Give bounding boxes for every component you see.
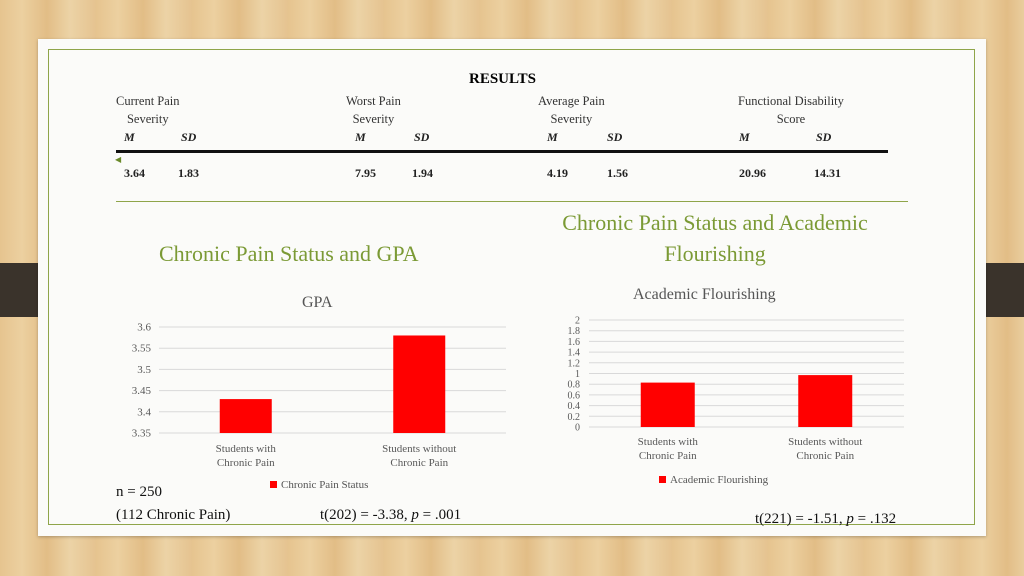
gpa-p-value: = .001	[418, 507, 462, 523]
measure-label-line2: Severity	[550, 112, 593, 126]
x-category-label-line: Students with	[637, 436, 698, 448]
measure-label-line2: Score	[776, 112, 806, 126]
measure-average-pain-header	[538, 92, 605, 128]
bar-1	[641, 383, 695, 427]
af-chart-title: Academic Flourishing	[633, 286, 776, 303]
af-legend	[659, 474, 768, 486]
bar-2	[798, 375, 852, 427]
x-category-label-line: Chronic Pain	[216, 457, 275, 469]
measure-functional-disability-header	[738, 92, 844, 128]
gpa-t-test	[320, 507, 461, 524]
af-chart	[514, 315, 914, 467]
slide	[38, 39, 986, 536]
af-t-value: t(221) = -1.51,	[755, 511, 843, 527]
y-tick-label: 1	[575, 369, 580, 380]
gpa-legend-label: Chronic Pain Status	[281, 479, 369, 491]
gpa-t-value: t(202) = -3.38,	[320, 507, 408, 523]
m-label: M	[124, 130, 135, 144]
y-tick-label: 3.35	[131, 427, 151, 440]
measure-label-line2: Severity	[126, 112, 169, 126]
y-tick-label: 2	[575, 315, 580, 327]
y-tick-label: 3.5	[137, 363, 151, 376]
measure-label-line1: Functional Disability	[738, 94, 844, 108]
y-tick-label: 1.6	[567, 336, 580, 348]
y-tick-label: 3.55	[131, 342, 151, 355]
measure-current-pain-header	[116, 92, 180, 128]
x-category-label-line: Students without	[382, 443, 457, 455]
gpa-chart	[116, 315, 516, 475]
measure-label-line1: Worst Pain	[346, 94, 401, 108]
y-tick-label: 0	[575, 422, 580, 434]
gpa-legend	[270, 479, 368, 491]
rule-marker-icon: ◀	[115, 155, 122, 164]
y-tick-label: 1.2	[567, 358, 580, 370]
x-category-label-line: Chronic Pain	[638, 450, 697, 462]
legend-swatch	[270, 481, 277, 488]
average-pain-mean: 4.19	[547, 166, 568, 180]
y-tick-label: 0.6	[567, 390, 580, 402]
x-category-label	[382, 443, 456, 469]
table-rule	[116, 150, 888, 153]
af-title-line2: Flourishing	[664, 241, 766, 266]
gpa-section-title: Chronic Pain Status and GPA	[159, 241, 419, 266]
functional-disability-mean: 20.96	[739, 166, 766, 180]
x-category-label-line: Students without	[788, 436, 863, 448]
sd-label: SD	[607, 130, 623, 144]
sd-label: SD	[181, 130, 197, 144]
m-label: M	[739, 130, 750, 144]
measure-label-line1: Average Pain	[538, 94, 605, 108]
y-tick-label: 0.8	[567, 379, 580, 391]
measure-label-line2: Severity	[352, 112, 395, 126]
gpa-p-label: p	[411, 507, 419, 523]
x-category-label-line: Chronic Pain	[796, 450, 855, 462]
x-category-label	[788, 436, 862, 462]
worst-pain-mean: 7.95	[355, 166, 376, 180]
y-tick-label: 3.6	[137, 321, 151, 334]
y-tick-label: 0.4	[567, 401, 580, 413]
y-tick-label: 0.2	[567, 411, 580, 423]
sd-label: SD	[816, 130, 832, 144]
worst-pain-sd: 1.94	[412, 166, 433, 180]
af-legend-label: Academic Flourishing	[670, 474, 769, 486]
results-title: RESULTS	[469, 71, 536, 87]
af-title-line1: Chronic Pain Status and Academic	[562, 210, 868, 235]
m-label: M	[355, 130, 366, 144]
measure-label-line1: Current Pain	[116, 94, 180, 108]
chronic-pain-count: (112 Chronic Pain)	[116, 507, 231, 523]
x-category-label-line: Chronic Pain	[390, 457, 449, 469]
bar-2	[393, 335, 445, 433]
m-label: M	[547, 130, 558, 144]
average-pain-sd: 1.56	[607, 166, 628, 180]
legend-swatch	[659, 476, 666, 483]
y-tick-label: 3.45	[131, 385, 151, 398]
af-p-value: = .132	[853, 511, 897, 527]
current-pain-sd: 1.83	[178, 166, 199, 180]
sd-label: SD	[414, 130, 430, 144]
gpa-chart-title: GPA	[302, 294, 333, 311]
sample-size: n = 250	[116, 484, 162, 500]
x-category-label	[638, 436, 699, 462]
af-section-title	[543, 207, 887, 269]
functional-disability-sd: 14.31	[814, 166, 841, 180]
bar-1	[220, 399, 272, 433]
current-pain-mean: 3.64	[124, 166, 145, 180]
section-divider	[116, 201, 908, 202]
measure-worst-pain-header	[346, 92, 401, 128]
af-t-test	[755, 511, 896, 528]
y-tick-label: 1.4	[567, 347, 580, 359]
x-category-label	[216, 443, 277, 469]
x-category-label-line: Students with	[215, 443, 276, 455]
y-tick-label: 3.4	[137, 406, 151, 419]
af-p-label: p	[846, 511, 854, 527]
y-tick-label: 1.8	[567, 326, 580, 338]
